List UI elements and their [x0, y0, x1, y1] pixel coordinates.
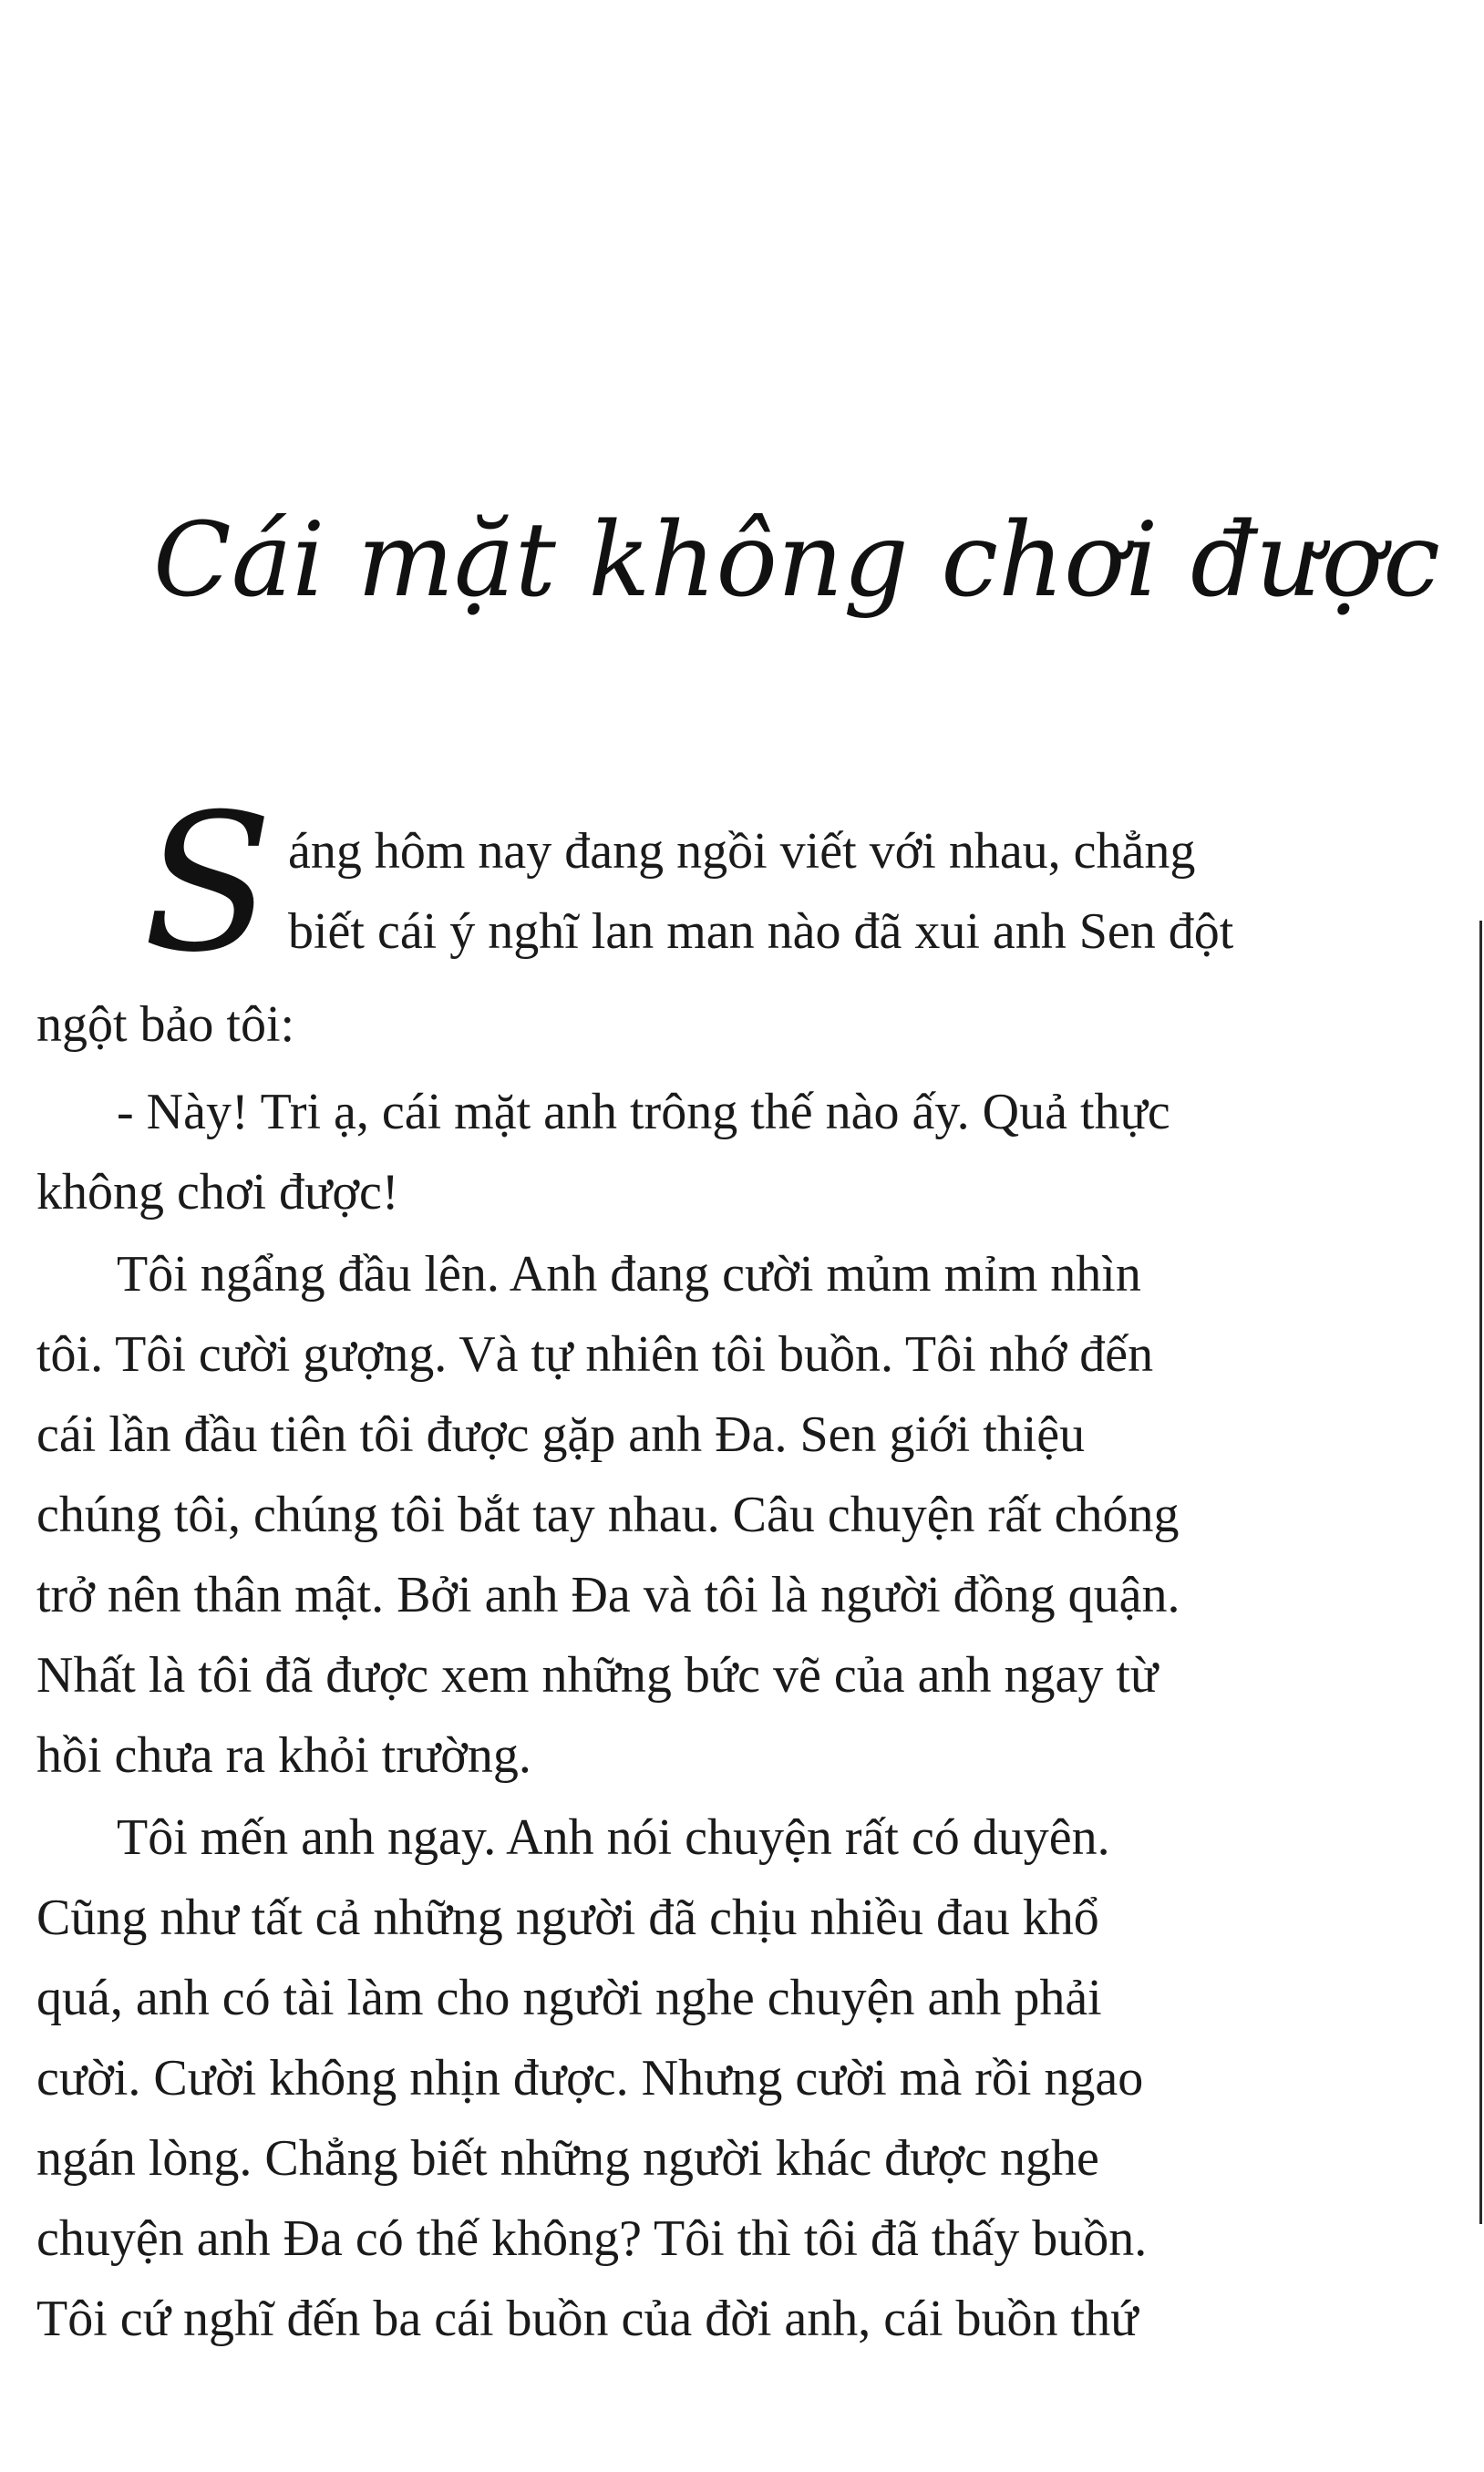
body-line: Tôi cứ nghĩ đến ba cái buồn của đời anh, cái buồn thứ	[36, 2291, 1139, 2347]
body-line: không chơi được!	[36, 1164, 399, 1221]
body-line: chúng tôi, chúng tôi bắt tay nhau. Câu chuyện rất chóng	[36, 1487, 1180, 1543]
body-line: ngán lòng. Chẳng biết những người khác được nghe	[36, 2130, 1099, 2187]
body-line: trở nên thân mật. Bởi anh Đa và tôi là người đồng quận.	[36, 1567, 1180, 1623]
body-line: - Này! Tri ạ, cái mặt anh trông thế nào ấy. Quả thực	[117, 1084, 1170, 1140]
body-line: chuyện anh Đa có thế không? Tôi thì tôi đã thấy buồn.	[36, 2210, 1148, 2267]
body-line: cười. Cười không nhịn được. Nhưng cười mà rồi ngao	[36, 2050, 1144, 2106]
page-edge-shadow	[1479, 921, 1482, 2224]
body-line: tôi. Tôi cười gượng. Và tự nhiên tôi buồn. Tôi nhớ đến	[36, 1326, 1154, 1383]
body-line: cái lần đầu tiên tôi được gặp anh Đa. Sen giới thiệu	[36, 1406, 1086, 1463]
body-line: quá, anh có tài làm cho người nghe chuyện anh phải	[36, 1970, 1102, 2026]
body-line: Tôi mến anh ngay. Anh nói chuyện rất có duyên.	[117, 1809, 1110, 1866]
body-line: ngột bảo tôi:	[36, 996, 295, 1053]
drop-cap-letter: S	[142, 774, 273, 994]
body-line: Nhất là tôi đã được xem những bức vẽ của anh ngay từ	[36, 1647, 1159, 1704]
chapter-title: Cái mặt không chơi được	[153, 501, 1441, 620]
body-line: Cũng như tất cả những người đã chịu nhiều đau khổ	[36, 1890, 1099, 1946]
body-line: hồi chưa ra khỏi trường.	[36, 1727, 531, 1784]
body-line: áng hôm nay đang ngồi viết với nhau, chẳng	[288, 823, 1196, 880]
body-line: Tôi ngẩng đầu lên. Anh đang cười mủm mỉm nhìn	[117, 1246, 1141, 1303]
body-line: biết cái ý nghĩ lan man nào đã xui anh Sen đột	[288, 903, 1234, 960]
